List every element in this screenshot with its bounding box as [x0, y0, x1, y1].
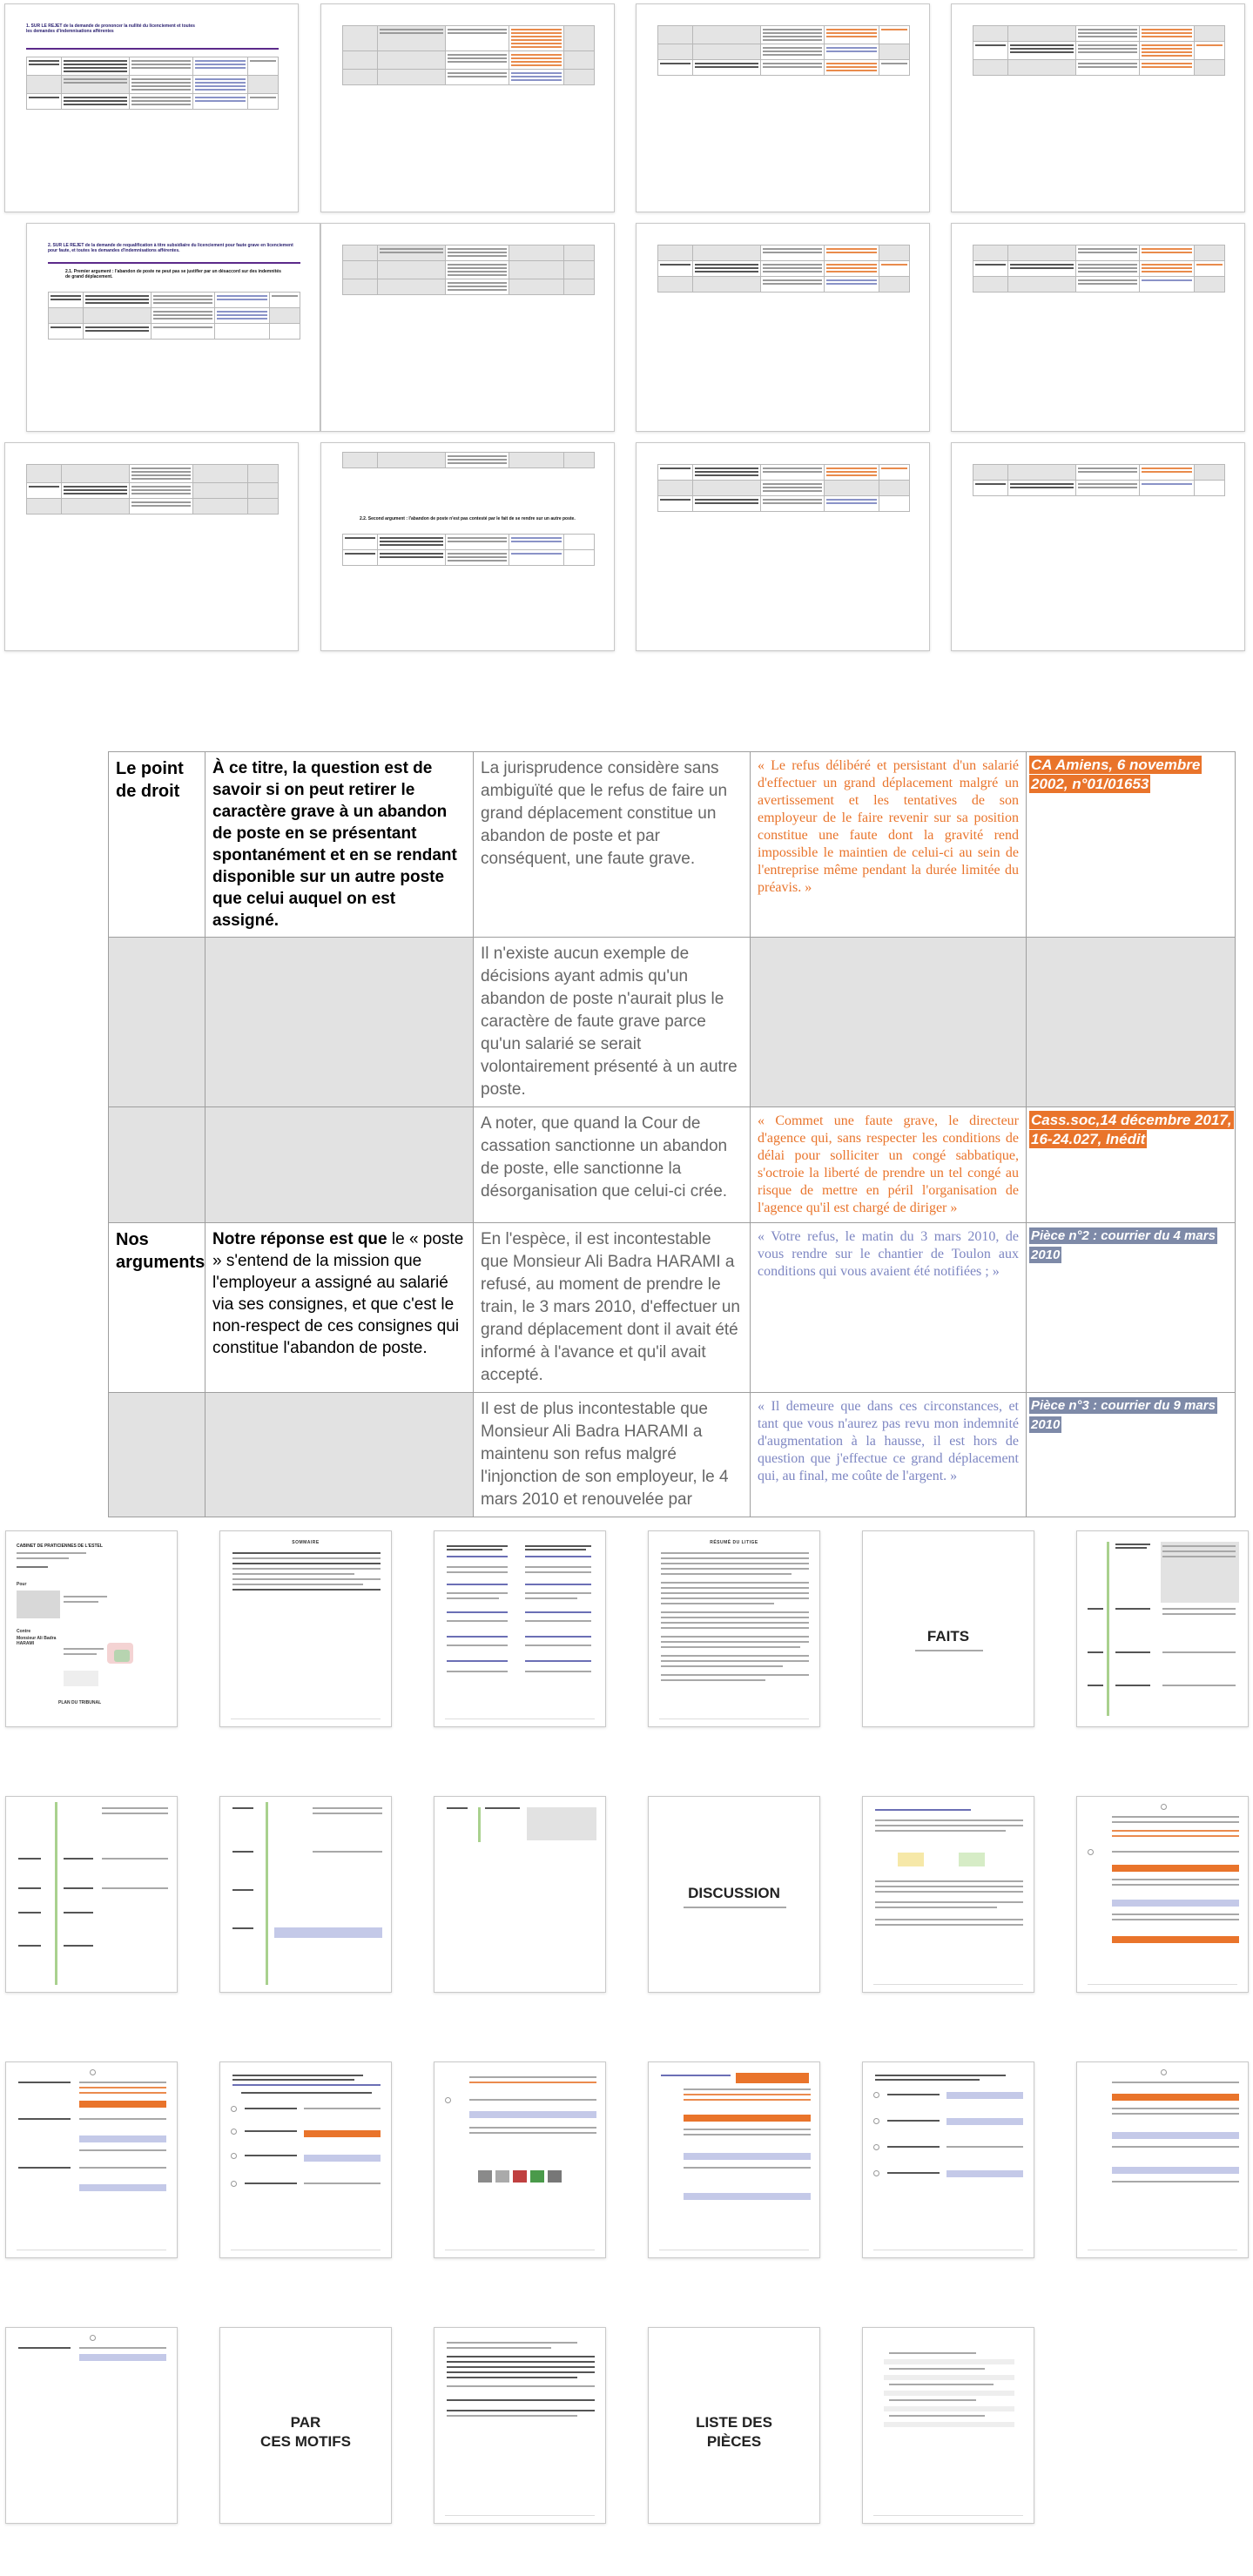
- page-heading: 2. SUR LE REJET de la demande de requalification à titre subsidiaire du licenciement pour faute grave en licenciement pour faute, et toutes les demandes d'indemnisations afférentes.: [48, 243, 293, 253]
- citation-text: « Il demeure que dans ces circonstances, et tant que vous n'aurez pas revu mon indemnité d'augmentation à la hausse, il est hors de question que j'effectue ce grand déplacement qui, au final, me coûte de l'argent. »: [758, 1399, 1019, 1483]
- discussion-page-thumbnail[interactable]: [1076, 1796, 1249, 1993]
- timeline-page-thumbnail[interactable]: [219, 1796, 392, 1993]
- landscape-page-thumbnail[interactable]: [951, 223, 1245, 432]
- argument-cell: [474, 1393, 751, 1517]
- par-ces-motifs-line1: PAR: [290, 2414, 321, 2431]
- mini-table: [342, 245, 595, 295]
- discussion-page-thumbnail[interactable]: [862, 1796, 1034, 1993]
- cover-pour: Pour: [17, 1582, 27, 1587]
- timeline-page-thumbnail[interactable]: [434, 1796, 606, 1993]
- citation-cell: [751, 1393, 1027, 1517]
- landscape-page-thumbnail[interactable]: [320, 223, 615, 432]
- question-bold: Notre réponse est que: [212, 1230, 387, 1248]
- faits-title: FAITS: [926, 1628, 970, 1644]
- question-bold-rest: on peut retirer le caractère grave à un abandon de poste en se présentant spontanément et en se rendant disponible sur un autre poste que celui auquel on est assigné.: [212, 781, 457, 930]
- citation-text: « Le refus délibéré et persistant d'un salarié d'effectuer un grand déplacement malgré un avertissement et les tentatives de son employeur de le faire revenir sur sa position constitue une faute dont la gravité rend impossible le maintien de celui-ci au sein de l'entreprise même pendant la durée limitée du préavis. »: [758, 758, 1019, 895]
- discussion-page-thumbnail[interactable]: [5, 2327, 178, 2524]
- mini-table: [342, 534, 595, 566]
- page-heading: 1. SUR LE REJET de la demande de prononcer la nullité du licenciement et toutes les demandes d'indemnisations afférentes: [26, 24, 195, 34]
- reference-cell: [1027, 1107, 1236, 1223]
- resume-title: RÉSUMÉ DU LITIGE: [710, 1540, 758, 1545]
- table-row: [109, 1393, 1236, 1517]
- mini-table: [657, 245, 910, 293]
- landscape-page-thumbnail[interactable]: [4, 442, 299, 651]
- page-subheading: 2.2. Second argument : l'abandon de poste n'est pas contesté par le fait de se rendre sur un autre poste.: [360, 516, 576, 521]
- discussion-page-thumbnail[interactable]: [5, 2061, 178, 2258]
- landscape-page-thumbnail[interactable]: [636, 3, 930, 212]
- resume-page-thumbnail[interactable]: [648, 1530, 820, 1727]
- table-pages-overview: [0, 0, 1253, 662]
- citation-text: « Votre refus, le matin du 3 mars 2010, de vous rendre sur le chantier de Toulon aux conditions qui vous avaient été notifiées ; »: [758, 1229, 1019, 1279]
- cover-page-thumbnail[interactable]: [5, 1530, 178, 1727]
- discussion-section-thumbnail[interactable]: [648, 1796, 820, 1993]
- reference-cell: [1027, 752, 1236, 938]
- landscape-page-thumbnail[interactable]: [4, 3, 299, 212]
- citation-cell: [751, 1107, 1027, 1223]
- reference-badge: CA Amiens, 6 novembre 2002, n°01/01653: [1031, 757, 1201, 792]
- cover-title: CABINET DE PRATICIENNES DE L'ESTEL: [17, 1544, 103, 1549]
- argument-text: A noter, que quand la Cour de cassation sanctionne un abandon de poste, elle sanctionne la désorganisation que celui-ci crée.: [481, 1114, 728, 1201]
- mini-table: [48, 292, 300, 340]
- table-row: [109, 1107, 1236, 1223]
- par-ces-motifs-section-thumbnail[interactable]: [219, 2327, 392, 2524]
- liste-line2: PIÈCES: [706, 2433, 762, 2450]
- landscape-page-thumbnail[interactable]: [26, 223, 320, 432]
- row-label: Le point de droit: [116, 759, 184, 801]
- question-bold: À ce titre, la question est de savoir si: [212, 759, 433, 799]
- question-cell: [205, 1223, 474, 1393]
- cover-contre-name: Monsieur Ali Badra HARAMI: [17, 1636, 57, 1646]
- reference-badge: Pièce n°3 : courrier du 9 mars 2010: [1031, 1398, 1216, 1432]
- heading-underline: [48, 262, 300, 264]
- liste-line1: LISTE DES: [696, 2414, 772, 2431]
- question-rest: le « poste » s'entend de la mission que l'employeur a assigné au salarié via ses consignes, et que c'est le non-respect de ces consignes qui constitue l'abandon de poste.: [212, 1230, 464, 1357]
- argument-cell: [474, 752, 751, 938]
- mini-table: [342, 452, 595, 468]
- sommaire-title: SOMMAIRE: [292, 1540, 320, 1545]
- reference-cell: [1027, 1223, 1236, 1393]
- faits-section-thumbnail[interactable]: [862, 1530, 1034, 1727]
- citation-cell: [751, 752, 1027, 938]
- landscape-page-thumbnail[interactable]: [320, 3, 615, 212]
- document-pages-overview: [0, 1515, 1253, 2576]
- cover-plan: PLAN DU TRIBUNAL: [58, 1700, 102, 1705]
- text-page-thumbnail[interactable]: [434, 1530, 606, 1727]
- discussion-page-thumbnail[interactable]: [648, 2061, 820, 2258]
- argument-cell: [474, 938, 751, 1107]
- par-ces-motifs-line2: CES MOTIFS: [260, 2433, 351, 2450]
- argument-text: Il n'existe aucun exemple de décisions ayant admis qu'un abandon de poste n'aurait plus le caractère de faute grave parce qu'un salarié se serait volontairement présenté à un autre poste.: [481, 945, 738, 1099]
- landscape-page-thumbnail[interactable]: [636, 223, 930, 432]
- liste-des-pieces-section-thumbnail[interactable]: [648, 2327, 820, 2524]
- citation-cell: [751, 1223, 1027, 1393]
- argument-cell: [474, 1223, 751, 1393]
- mini-table: [342, 25, 595, 85]
- landscape-page-thumbnail[interactable]: [951, 442, 1245, 651]
- row-label: Nos arguments: [116, 1230, 205, 1272]
- reference-cell: [1027, 1393, 1236, 1517]
- argument-table: [108, 751, 1236, 1517]
- discussion-page-thumbnail[interactable]: [862, 2061, 1034, 2258]
- page-subheading: 2.1. Premier argument : l'abandon de poste ne peut pas se justifier par un désaccord sur des indemnités de grand déplacement.: [65, 269, 281, 279]
- mini-table: [973, 464, 1225, 496]
- table-row: [109, 1223, 1236, 1393]
- discussion-page-thumbnail[interactable]: [434, 2061, 606, 2258]
- row-label-cell: [109, 752, 205, 938]
- mini-table: [973, 245, 1225, 293]
- cover-contre: Contre: [17, 1629, 31, 1634]
- question-cell: [205, 752, 474, 938]
- sommaire-page-thumbnail[interactable]: [219, 1530, 392, 1727]
- pieces-list-page-thumbnail[interactable]: [862, 2327, 1034, 2524]
- argument-cell: [474, 1107, 751, 1223]
- timeline-page-thumbnail[interactable]: [1076, 1530, 1249, 1727]
- table-row: [109, 752, 1236, 938]
- reference-badge: Pièce n°2 : courrier du 4 mars 2010: [1031, 1228, 1216, 1262]
- heading-underline: [26, 48, 279, 50]
- citation-text: « Commet une faute grave, le directeur d'agence qui, sans respecter les conditions de délai pour solliciter un congé sabbatique, s'octroie la liberté de prendre un tel congé au risque de mettre en péril l'organisation de l'agence qu'il est chargé de diriger »: [758, 1113, 1019, 1215]
- discussion-title: DISCUSSION: [688, 1885, 780, 1901]
- mini-table: [26, 57, 279, 110]
- landscape-page-thumbnail[interactable]: [636, 442, 930, 651]
- reference-badge: Cass.soc,14 décembre 2017, 16-24.027, Inédit: [1031, 1112, 1232, 1147]
- mini-table: [657, 25, 910, 76]
- row-label-cell: [109, 1223, 205, 1393]
- timeline-page-thumbnail[interactable]: [5, 1796, 178, 1993]
- landscape-page-thumbnail[interactable]: [951, 3, 1245, 212]
- discussion-page-thumbnail[interactable]: [1076, 2061, 1249, 2258]
- argument-text: Il est de plus incontestable que Monsieur Ali Badra HARAMI a maintenu son refus malgré l'injonction de son employeur, le 4 mars 2010 et renouvelée par: [481, 1400, 729, 1509]
- landscape-page-thumbnail[interactable]: [320, 442, 615, 651]
- table-row: [109, 938, 1236, 1107]
- argument-text: La jurisprudence considère sans ambiguïté que le refus de faire un grand déplacement constitue un abandon de poste et par conséquent, une faute grave.: [481, 759, 728, 868]
- mini-table: [657, 464, 910, 512]
- mini-table: [973, 25, 1225, 76]
- mini-table: [26, 464, 279, 515]
- argument-text: En l'espèce, il est incontestable que Monsieur Ali Badra HARAMI a refusé, au moment de prendre le train, le 3 mars 2010, d'effectuer un grand déplacement dont il avait été informé à l'avance et qu'il avait accepté.: [481, 1230, 740, 1384]
- conclusion-page-thumbnail[interactable]: [434, 2327, 606, 2524]
- discussion-page-thumbnail[interactable]: [219, 2061, 392, 2258]
